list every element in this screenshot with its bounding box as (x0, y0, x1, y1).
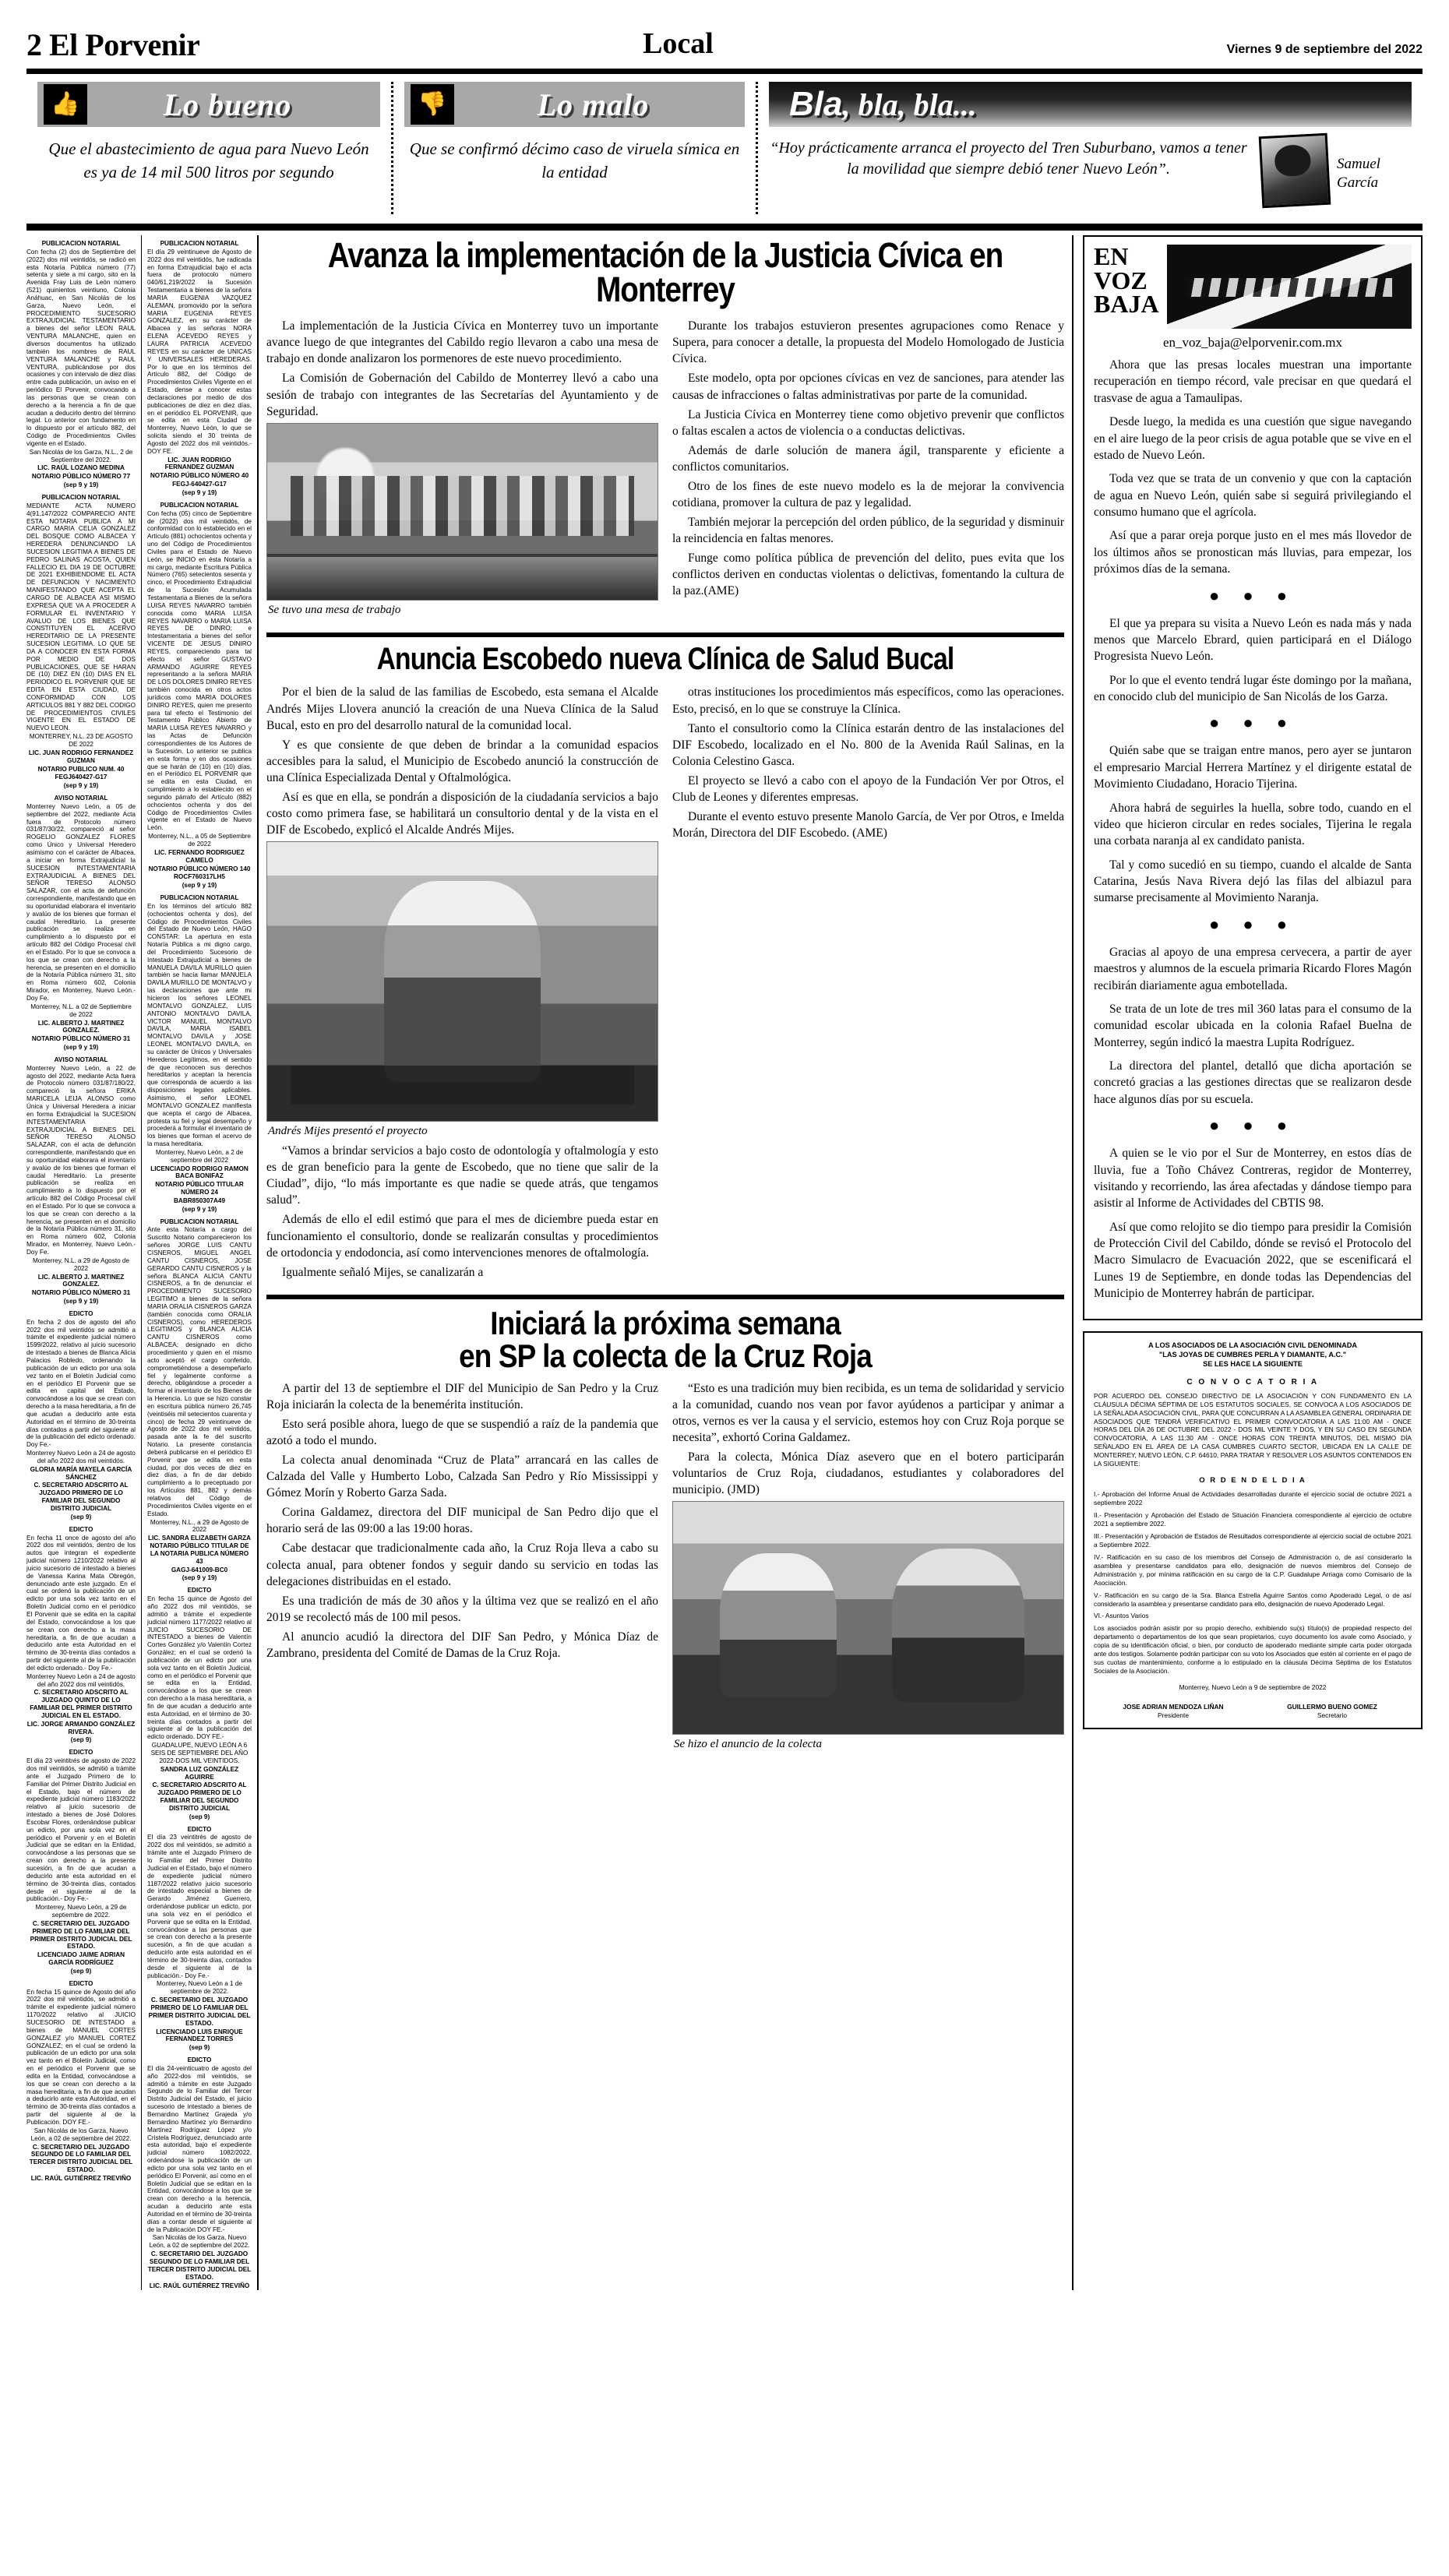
notarial-item (147, 894, 252, 1214)
article-columns (266, 1380, 1064, 1757)
lo-malo-block (391, 82, 756, 214)
notarial-body: En los términos del artículo 882 (ochocientos ochenta y dos), del Código de Procedimientos Civiles del Estado de Nuevo León, HAGO CONSTAR: La apertura en esta Notaría Pública a mi digno cargo, del Procedimiento Sucesorio de Intestado Extrajudicial a bienes de MANUELA DAVILA MURILLO quien también se hacía llamar MANUELA DAVILA MURILLO DE MONTALVO y las declaraciones que ante mi hicieron los señores LEONEL MONTALVO GONZALEZ, LUIS ANTONIO MONTALVO DAVILA, VICTOR MANUEL MONTALVO DAVILA, MARIA ISABEL MONTALVO DAVILA y JOSE LEONEL MONTALVO DAVILA, en su carácter de Únicos y Universales Herederos Legítimos, en el sentido de que reconocen sus derechos hereditarios y aceptan la herencia que corresponda de acuerdo a las disposiciones legales aplicables. Asimismo, el señor LEONEL MONTALVO GONZALEZ manifiesta que acepta el cargo de Albacea, protesta su fiel y legal desempeño y procederá a formular el inventario de los bienes que forman el acervo de la masa hereditaria. (147, 902, 252, 1148)
notarial-line: NOTARIO PÚBLICO NÚMERO 77 (31, 473, 131, 481)
notarial-item (26, 1526, 136, 1745)
notarial-line: C. SECRETARIO ADSCRITO AL JUZGADO PRIMERO DE LO FAMILIAR DEL SEGUNDO DISTRITO JUDICIAL (152, 1781, 247, 1812)
bla-bla-header (769, 82, 1412, 127)
section-separator-dots: ● ● ● (1208, 585, 1297, 605)
notarial-line: NOTARIO PUBLICO NUM. 40 (37, 765, 125, 773)
column-paragraph: Así que como relojito se dio tiempo para presidir la Comisión de Protección Civil del Cabildo, dónde se revisó el Protocolo del Macro Simulacro de Evacuación 2022, que se escenificará el Lunes 19 de Septiembre, en donde todas las Dependencias del Municipio de Monterrey habrán de participar. (1094, 1220, 1412, 1301)
notarial-line: C. SECRETARIO DEL JUZGADO PRIMERO DE LO FAMILIAR DEL PRIMER DISTRITO JUDICIAL DEL ESTADO. (30, 1919, 132, 1951)
en-voz-baja-header (1094, 242, 1412, 329)
notarial-column-2 (142, 235, 259, 2290)
notarial-heading: EDICTO (187, 1825, 212, 1833)
notarial-line: (sep 9) (70, 1967, 92, 1975)
notarial-line: (sep 9) (70, 1736, 92, 1744)
notarial-line: Monterrey, N.L., a 29 de Agosto de 2022 (150, 1518, 249, 1534)
lo-bueno-title: Lo bueno (163, 86, 292, 122)
notarial-line: LIC. JUAN RODRIGO FERNANDEZ GUZMAN (164, 456, 234, 471)
bla-bold: Bla (789, 85, 843, 123)
notarial-body: El día 29 veintinueve de Agosto de 2022 dos mil veintidós, fue radicada en forma Extrajudicial bajo el acta fuera de protocolo número 040/61,219/2022 la Sucesión Testamentaria a bienes de la señora MARIA EUGENIA VAZQUEZ ALEMAN, promovido por la señora MARIA EUGENIA REYES GONZALEZ, en su carácter de Albacea y las señoras NORA ELENA ACEVEDO REYES y LAURA PATRICIA ACEVEDO REYES en su carácter de UNICAS Y UNIVERSALES HEREDERAS. Por lo que en los términos del Artículo 882, del Código de Procedimientos Civiles Vigente en el Estado, dense a conocer estas declaraciones por medio de dos publicaciones de diez en diez días, en el periódico EL PORVENIR, que se edita en esta Ciudad de Monterrey, Nuevo León, lo que se solicita siendo el 30 treinta de Agosto del 2022 dos mil veintidós.- DOY FE. (147, 248, 252, 455)
notarial-body: El día 23 veintitrés de agosto de 2022 dos mil veintidós, se admitió a trámite ante el Juzgado Primero de lo Familiar del Primer Distrito Judicial en el Estado, bajo el número de expediente judicial número 1187/2022 relativo juicio sucesorio de intestado especial a bienes de Gerardo Jiménez Guerrero, ordenándose publicar un edicto, por una sola vez en el periódico el Porvenir que se edita en la Entidad, convocándose a las personas que se crean con derecho a la presente sucesión, a fin de que acudan a deducirlo ante esta autoridad en el término de 30-treinta días, contados desde el siguiente al de la publicación.- Doy Fe.- (147, 1834, 252, 1979)
notarial-line: NOTARIO PÚBLICO TITULAR NÚMERO 24 (155, 1181, 244, 1196)
notarial-heading: PUBLICACION NOTARIAL (160, 240, 239, 247)
article-paragraph: Durante el evento estuvo presente Manolo García, de Ver por Otros, e Imelda Morán, Directora del DIF Escobedo. (AME) (672, 810, 1064, 840)
notarial-line: ROCF760317LH5 (174, 873, 225, 881)
article-paragraph: La colecta anual denominada “Cruz de Plata” arrancará en las calles de Calzada del Valle y Humberto Lobo, Calzada San Pedro y Río Mississippi y Gómez Morín y Roberto Garza Sada. (266, 1454, 658, 1500)
notarial-line: NOTARIO PÚBLICO NÚMERO 31 (31, 1035, 131, 1043)
article-columns (266, 684, 1064, 1283)
notarial-line: LIC. JUAN RODRIGO FERNANDEZ GUZMAN (28, 749, 134, 764)
notarial-line: NOTARIO PÚBLICO NÚMERO 140 (148, 865, 251, 872)
article-paragraph: Cabe destacar que tradicionalmente cada año, la Cruz Roja lleva a cabo su colecta anual, para obtener fondos y seguir dando su servicio en todas las delegaciones distribuidas en el estado. (266, 1542, 658, 1588)
article-escobedo (266, 643, 1064, 1284)
signature-name: GUILLERMO BUENO GOMEZ (1287, 1702, 1377, 1711)
section-separator-dots: ● ● ● (1208, 1115, 1297, 1136)
column-paragraph: A quien se le vio por el Sur de Monterrey, en estos días de lluvia, fue a Toño Chávez Contreras, regidor de Monterrey, visitando y recorriendo, las área afectadas y dándose tiempo para asistir al Informe de Actividades del CBTIS 98. (1094, 1147, 1412, 1210)
notarial-line: LIC. SANDRA ELIZABETH GARZA NOTARIO PÚBLICO TITULAR DE LA NOTARIA PUBLICA NÚMERO 43 (147, 1535, 252, 1565)
notarial-body: Con fecha (2) dos de Septiembre del (2022) dos mil veintidós, se radicó en esta Notaría Pública número (77) setenta y siete a mi cargo, sito en la Avenida Fray Luis de León número (521) quinientos veintiuno, Colonia Anáhuac, en San Nicolás de los Garza, Nuevo León, el PROCEDIMIENTO SUCESORIO EXTRAJUDICIAL TESTAMENTARIO a bienes del señor LEON RAUL VENTURA MALANCHE, quien en diversos documentos ha utilizado también los nombres de RAUL VENTURA MALANCHE y RAUL VENTURA, publicándose por dos ocasiones y con intervalo de diez días entre cada publicación, un aviso en el periódico El Porvenir, convocando a las personas que se crean con derecho a la herencia a fin de que acudan a deducirlo dentro del término legal. Lo anterior con fundamento en lo dispuesto por el artículo 882, del Código de Procedimientos Civiles vigente en el Estado. (26, 248, 136, 447)
en-voz-baja-column (1072, 235, 1423, 2290)
notarial-line: GLORIA MARÍA MAYELA GARCÍA SÁNCHEZ (30, 1465, 132, 1481)
lo-bueno-block (26, 82, 391, 214)
notarial-line: LIC. RAÚL LOZANO MEDINA (37, 464, 125, 472)
notarial-item (26, 795, 136, 1052)
notarial-heading: PUBLICACION NOTARIAL (160, 894, 239, 902)
notarial-line: LICENCIADO LUIS ENRIQUE FERNANDEZ TORRES (156, 2028, 243, 2043)
article-paragraph: Así es que en ella, se pondrán a disposición de la ciudadanía servicios a bajo costo como primera fase, se habilitará un consultorio dental y de la vista en el DIF de Escobedo, explicó el Alcalde Andrés Mijes. (266, 790, 658, 837)
notarial-heading: PUBLICACION NOTARIAL (160, 1218, 239, 1225)
photo-caption: Se hizo el anuncio de la colecta (674, 1738, 822, 1751)
article-paragraph: La implementación de la Justicia Cívica en Monterrey tuvo un importante avance luego de que integrantes del Cabildo regio llevaron a cabo una mesa de trabajo en donde analizaron los pormenores de este nuevo procedimiento. (266, 319, 658, 366)
article-photo (672, 1501, 1064, 1735)
column-paragraph: Se trata de un lote de tres mil 360 latas para el consumo de la comunidad escolar ubicada en la colonia Rafael Buelna de Monterrey, según indicó la maestra Lupita Rodríguez. (1094, 1002, 1412, 1049)
notarial-line: (sep 9 y 19) (63, 481, 99, 489)
headline-line-2: en SP la colecta de la Cruz Roja (459, 1337, 872, 1374)
article-columns (266, 318, 1064, 621)
ad-orden-item: IV.- Ratificación en su caso de los miembros del Consejo de Administración o, de así considerarlo la asamblea y presentarse candidatos para ello, designación de nuevos miembros del Consejo de Administración y, por mínima ratificación en su cargo de la C.P. Guadalupe Arriaga como Comisario de la Asociación. (1094, 1552, 1412, 1587)
notarial-line: LIC. ALBERTO J. MARTINEZ GONZALEZ. (37, 1019, 125, 1034)
notarial-heading: EDICTO (187, 1587, 212, 1595)
notarial-line: (sep 9) (189, 1813, 210, 1820)
bla-bla-block (756, 82, 1423, 214)
notarial-heading: AVISO NOTARIAL (54, 1055, 108, 1063)
section-separator-dots: ● ● ● (1208, 713, 1297, 733)
notarial-line: C. SECRETARIO DEL JUZGADO SEGUNDO DE LO FAMILIAR DEL TERCER DISTRITO JUDICIAL DEL ESTADO. (147, 2250, 252, 2281)
notarial-line: SANDRA LUZ GONZÁLEZ AGUIRRE (160, 1765, 239, 1781)
notarial-body: En fecha 15 quince de Agosto del año 2022 dos mil veintidós, se admitió a trámite el expediente judicial número 1177/2022 relativo al JUICIO SUCESORIO DE INTESTADO a bienes de Valentín Cortes González y/o Valentín Cortez González; en el cual se ordenó la publicación de un edicto por una sola vez tanto en el Boletín Judicial, como en el periódico el Porvenir que se edita en la Entidad, convocándose a los que se crean con derecho a la masa hereditaria, a fin de que acudan a deducirlo ante esta Autoridad, en el término de 30-treinta días contados a partir del siguiente al de la publicación del edicto ordenado. DOY FE.- (147, 1595, 252, 1741)
thumbs-down-icon: 👎 (411, 84, 454, 125)
notarial-body: Con fecha (05) cinco de Septiembre de (2022) dos mil veintidós, de conformidad con lo establecido en el Artículo (881) ochocientos ochenta y uno del Código de Procedimientos Civiles para el Estado de Nuevo León, se INICIO en ésta Notaría a mi cargo, mediante Escritura Pública Número (765) setecientos sesenta y cinco, el Procedimiento Extrajudicial de la Sucesión Acumulada Testamentaria a Bienes de la señora LUISA REYES NAVARRO también conocida como MARIA LUISA REYES NAVARRO o MARIA LUISA REYES DE DINRO; e Intestamentaria a bienes del señor VICENTE DE JESUS DINIRO REYES, compareciendo para tal efecto el señor GUSTAVO ARMANDO AGUIRRE REYES representando a la señora MARIA DE LOS DOLORES DINIRO REYES también conocida en otros actos jurídicos como MARIA DOLORES DINIRO REYES, quien me presento para tal efecto el Testimonio del Testamento Público Abierto de MARIA LUISA REYES NAVARRO y las Actas de Defunción correspondientes de los Autores de la Sucesión. Lo anterior se publica en esta forma y en dos ocasiones que se harán de (10) en (10) días, en el Periódico EL PORVENIR que se edita en esta Ciudad, en cumplimiento a lo establecido en el segundo párrafo del Artículo (882) ochocientos ochenta y dos del Código de Procedimientos Civiles vigente en el Estado de Nuevo León. (147, 509, 252, 832)
article-paragraph: Durante los trabajos estuvieron presentes agrupaciones como Renace y Supera, para conocer a detalle, la propuesta del Modelo Homologado de Justicia Cívica. (672, 319, 1064, 366)
headline-line-1: Iniciará la próxima semana (490, 1304, 841, 1341)
notarial-item (147, 1826, 252, 2052)
lo-malo-title: Lo malo (537, 86, 650, 122)
notarial-line: MONTERREY, N.L. 23 DE AGOSTO DE 2022 (29, 733, 133, 748)
article-divider (266, 633, 1064, 637)
notarial-line: LIC. RAÚL GUTIÉRREZ TREVIÑO (30, 2174, 132, 2182)
avatar (1259, 133, 1331, 208)
notarial-line: San Nicolás de los Garza, N.L., 2 de Septiembre del 2022. (29, 448, 133, 463)
notarial-body: En fecha 15 quince de Agosto del año 2022 dos mil veintidós, se admitió a trámite el expediente judicial número 1170/2022 relativo al JUICIO SUCESORIO DE INTESTADO a bienes de MANUEL CORTES GONZALEZ y/o MANUEL CORTEZ GONZALEZ; en el cual se ordenó la publicación de un edicto por una sola vez tanto en el Boletín Judicial, como en el periódico el Porvenir que se edita en la Entidad, convocándose a los que se crean con derecho a la masa hereditaria, a fin de que acudan a deducirlo ante esta Autoridad, en el término de 30-treinta días contados a partir del siguiente al de la Publicación. DOY FE.- (26, 1988, 136, 2126)
article-paragraph: Esto será posible ahora, luego de que se suspendió a raíz de la pandemia que azotó a todo el mundo. (266, 1417, 658, 1448)
article-photo (266, 423, 658, 601)
notarial-line: GAGJ-641009-BC0 (171, 1566, 228, 1573)
bla-rest: , bla, bla... (842, 87, 977, 122)
notarial-heading: EDICTO (69, 1749, 93, 1757)
photo-caption: Andrés Mijes presentó el proyecto (268, 1125, 428, 1138)
masthead (22, 0, 1427, 64)
column-paragraph: Desde luego, la medida es una cuestión que sigue navegando en el aire luego de la peor crisis de agua potable que se vive en el estado de Nuevo León. (1094, 415, 1412, 462)
article-paragraph: A partir del 13 de septiembre el DIF del Municipio de San Pedro y la Cruz Roja iniciarán la colecta de la benemérita institución. (266, 1381, 658, 1411)
ad-signature-left (1094, 1703, 1253, 1720)
article-paragraph: Corina Galdamez, directora del DIF municipal de San Pedro dijo que el horario será de las 09:00 a las 19:00 horas. (266, 1506, 658, 1536)
ad-body: POR ACUERDO DEL CONSEJO DIRECTIVO DE LA ASOCIACIÓN Y CON FUNDAMENTO EN LA CLÁUSULA DÉCIMA SÉPTIMA DE LOS ESTATUTOS SOCIALES, SE CONVOCA A LOS ASOCIADOS DE LA SEÑALADA ASOCIACIÓN CIVIL, PARA QUE CONCURRAN A LA ASAMBLEA GENERAL ORDINARIA DE ASOCIADOS QUE TENDRÁ VERIFICATIVO EL PRIMER CONVOCATORIA A LAS 11:00 AM - ONCE HORAS DEL DÍA 26 DE OCTUBRE DEL 2022 - DOS MIL VEINTE Y DOS, Y EN SU CASO EN SEGUNDA CONVOCATORIA, A LAS 11:30 AM - ONCE HORAS CON TREINTA MINUTOS, DEL MISMO DÍA SEÑALADO EN EL ÁREA DE LA CASA CUMBRES CUARTO SECTOR, UBICADA EN LA CALLE DE MONTERREY, NUEVO LEÓN, C.P. 64610, PARA TRATAR Y RESOLVER LOS ASUNTOS CONTENIDOS EN LA SIGUIENTE: (1094, 1391, 1412, 1468)
notarial-body: El día 23 veintitrés de agosto de 2022 dos mil veintidós, se admitió a trámite ante el Juzgado Primero de lo Familiar del Primer Distrito Judicial en el Estado, bajo el número de expediente judicial número 1183/2022 relativo al juicio sucesorio de intestado a bienes de José Dolores Escobar Flores, ordenándose publicar un edicto, por una sola vez en el periódico el Porvenir y en el Boletín Judicial que se editan en la Entidad, convocándose a las personas que se crean con derecho a la presente sucesión, a fin de que acudan a deducirlo ante esta autoridad en el término de 30-treinta días, contados desde el siguiente al de la publicación.- Doy Fe.- (26, 1757, 136, 1903)
article-paragraph: Además de darle solución de manera ágil, transparente y eficiente a conflictos comunitarios. (672, 443, 1064, 474)
ad-orden-item: III.- Presentación y Aprobación de Estados de Resultados correspondiente al ejercicio social de octubre 2021 a Septiembre 2022. (1094, 1532, 1412, 1549)
section-separator-dots: ● ● ● (1208, 914, 1297, 934)
notarial-line: Monterrey, N.L. a 02 de Septiembre de 2022 (30, 1003, 132, 1018)
notarial-line: C. SECRETARIO DEL JUZGADO PRIMERO DE LO FAMILIAR DEL PRIMER DISTRITO JUDICIAL DEL ESTADO. (148, 1996, 251, 2027)
article-headline: Anuncia Escobedo nueva Clínica de Salud Bucal (376, 641, 954, 676)
ad-orden-title: O R D E N D E L D I A (1199, 1476, 1306, 1485)
notarial-line: Monterrey, Nuevo León, a 29 de septiembre de 2022. (35, 1904, 127, 1919)
signature-title: Secretario (1317, 1711, 1348, 1719)
article-paragraph: Igualmente señaló Mijes, se canalizarán a (282, 1265, 484, 1279)
notarial-item (26, 1980, 136, 2183)
convocatoria-ad-box (1083, 1331, 1423, 1729)
notarial-line: NOTARIO PÚBLICO NÚMERO 40 (150, 472, 249, 480)
ad-convocatoria-title: C O N V O C A T O R I A (1186, 1377, 1319, 1387)
notarial-body: Monterrey Nuevo León, a 22 de agosto del 2022, mediante Acta fuera de Protocolo número 031/87/180/22, compareció la señora ERIKA MARICELA LEIJA ALONSO como Única y Universal Heredera a iniciar en forma Extrajudicial la SUCESION INTESTAMENTARIA EXTRAJUDICIAL A BIENES DEL SEÑOR TERESO ALONSO SALAZAR, con el acta de defunción correspondiente, manifestando que en su oportunidad elaborara el inventario y avalúo de los bienes que forman el caudal Hereditario. La presente publicación se realiza en cumplimiento a lo dispuesto por el artículo 882 del Código Procesal civil en el Estado. Por lo que se convoca a los que se crean con derecho a la herencia, se presenten en el domicilio de la Notaría Pública número 31, sito en Roma número 602, Colonia Mirador, en Monterrey, Nuevo León.- Doy Fe. (26, 1064, 136, 1256)
article-paragraph: Para la colecta, Mónica Díaz asevero que en el botero participarán voluntarios de Cruz Roja, ciudadanos, estudiantes y colaboradores del municipio. (JMD) (672, 1450, 1064, 1497)
column-paragraph: Toda vez que se trata de un convenio y que con la captación de agua en Nuevo León, quién sabe si seguirá privilegiando el consumo humano que el agrícola. (1094, 472, 1412, 519)
article-paragraph: Funge como política pública de prevención del delito, pues evita que los conflictos deriven en conductas violentas o delictivas, fomentando la cultura de la paz.(AME) (672, 551, 1064, 598)
notarial-line: Monterrey, N.L., a 05 de Septiembre de 2022 (148, 833, 251, 848)
article-paragraph: “Esto es una tradición muy bien recibida, es un tema de solidaridad y servicio a la comunidad, cuando nos vean por favor ayúdenos a participar y animar a otros, vernos es ver la causa y el servicio, estemos hoy con Cruz Roja porque se necesita”, exhortó Corina Galdamez. (672, 1381, 1064, 1445)
notarial-line: (sep 9) (189, 2044, 210, 2052)
bla-bla-body (769, 127, 1412, 206)
ad-orden-item: I.- Aprobación del Informe Anual de Actividades desarrolladas durante el ejercicio social de octubre 2021 a septiembre 2022 (1094, 1490, 1412, 1507)
notarial-line: (sep 9) (70, 1513, 92, 1521)
article-headline: Avanza la implementación de la Justicia Cívica en Monterrey (327, 235, 1003, 310)
notarial-body: MEDIANTE ACTA NUMERO 4(91,147/2022 COMPARECIO ANTE ESTA NOTARIA PUBLICA A MI CARGO MARIA CELIA GONZALEZ DEL BOSQUE COMO ALBACEA Y HEREDERA DENUNCIANDO LA SUCESION LEGITIMA A BIENES DE PEDRO SALINAS ACOSTA, QUIEN FALLECIO EL DIA 19 DE OCTUBRE DE 2021 EXHIBIENDOME EL ACTA DE DEFUNCION Y NACIMIENTO MANIFESTANDO QUE ACEPTA EL CARGO DE ALBACEA ASI MISMO EXPRESA QUE VA A PROCEDER A FORMULAR EL INVENTARIO Y AVALUO DE LOS BIENES QUE CONSTITUYEN EL ACERVO HEREDITARIO DE LA PRESENTE SUCESION LEGITIMA. LO QUE SE DA A CONOCER EN ESTA FORMA POR MEDIO DE DOS PUBLICACIONES, QUE SE HARAN DE (10) DIEZ EN (10) DIAS EN EL PERIODICO EL PORVENIR QUE SE EDITA EN ESTA CIUDAD, DE CONFORMIDAD CON LOS ARTICULOS 881 Y 882 DEL CODIGO DE PROCEDIMIENTOS CIVILES VIGENTE EN EL ESTADO DE NUEVO LEON. (26, 502, 136, 732)
notarial-line: Monterrey Nuevo León a 24 de agosto del año 2022 dos mil veintidós. (26, 1450, 136, 1464)
article-paragraph: Este modelo, opta por opciones cívicas en vez de sanciones, para atender las causas de infracciones o faltas administrativas por parte de la comunidad. (672, 372, 1064, 402)
article-paragraph: “Vamos a brindar servicios a bajo costo de odontología y oftalmología y esto es de gran beneficio para la gente de Escobedo, que no tiene que salir de la Ciudad”, dijo, “lo más importante es que nadie se quede atrás, que tengamos salud”. (266, 1144, 658, 1207)
article-column-2 (672, 1380, 1064, 1757)
ad-signatures (1094, 1703, 1412, 1720)
notarial-line: San Nicolás de los Garza, Nuevo León, a 02 de septiembre del 2022. (30, 2127, 132, 2142)
notarial-heading: EDICTO (69, 1309, 93, 1317)
column-paragraph: Tal y como sucedió en su tiempo, cuando el alcalde de Santa Catarina, Jesús Nava Rivera dejó las filas del albiazul para sumarse precisamente al Movimiento Naranja. (1094, 858, 1412, 905)
article-paragraph: La Comisión de Gobernación del Cabildo de Monterrey llevó a cabo una sesión de trabajo con integrantes de las Secretarías del Ayuntamiento y de Seguridad. (266, 372, 658, 418)
notarial-line: NOTARIO PÚBLICO NÚMERO 31 (31, 1289, 131, 1297)
notarial-line: (sep 9 y 19) (182, 882, 217, 890)
signature-name: JOSE ADRIAN MENDOZA LIÑAN (1123, 1702, 1224, 1711)
notarial-line: BABR850307A49 (174, 1196, 225, 1204)
notarial-line: Monterrey, N.L. a 29 de Agosto de 2022 (32, 1256, 130, 1272)
ad-heading-line-1: A LOS ASOCIADOS DE LA ASOCIACIÓN CIVIL DENOMINADA (1148, 1341, 1357, 1349)
column-paragraph: El que ya prepara su visita a Nuevo León es nada más y nada menos que Marcelo Ebrard, quien participará en el Diálogo Progresista Nuevo León. (1094, 616, 1412, 664)
notarial-item (26, 1749, 136, 1975)
notarial-line: Monterrey Nuevo León a 24 de agosto del año 2022 dos mil veintidós. (26, 1672, 136, 1688)
notarial-body: El día 24-veinticuatro de agosto del año 2022-dos mil veintidós, se admitió a trámite en este Juzgado Segundo de lo Familiar del Tercer Distrito Judicial del Estado, el juicio sucesorio de intestado a bienes de Bernardino Martínez Grajeda y/o Bernardino Martínez y/o Bernardino Martínez Rodríguez López y/o Cristela Rodríguez, denunciado ante esta autoridad, bajo el expediente judicial número 1082/2022, ordenándose la publicación de un edicto por una sola vez tanto en el periódico El Porvenir, así como en el Boletín Judicial que se editan en la Entidad, convocándose a los que se crean con derecho a la herencia, acudan a deducirlo ante esta Autoridad en el término de 30-treinta días a contar desde el siguiente al de la Publicación DOY FE.- (147, 2064, 252, 2233)
en-voz-baja-title (1094, 242, 1159, 329)
en-voz-baja-box (1083, 235, 1423, 1320)
notarial-body: Monterrey Nuevo León, a 05 de septiembre del 2022, mediante Acta fuera de Protocolo número 031/87/30/22, compareció al señor ROGELIO GONZALEZ FLORES como Único y Universal Heredero asimismo con el carácter de Albacea, a iniciar en forma Extrajudicial la SUCESION INTESTAMENTARIA EXTRAJUDICIAL A BIENES DEL SEÑOR TERESO ALONSO SALAZAR, con el acta de defunción correspondiente, manifestando que en su oportunidad elaborara el inventario y avalúo de los bienes que forman el caudal Hereditario. La presente publicación se realiza en cumplimiento a lo dispuesto por el artículo 882 del Código Procesal civil en el Estado. Por lo que se convoca a los que se crean con derecho a la herencia, se presenten en el domicilio de la Notaría Pública número 31, sito en Roma número 602, Colonia Mirador, en Monterrey, Nuevo León.- Doy Fe. (26, 802, 136, 1002)
article-paragraph: Otro de los fines de este nuevo modelo es la de mejorar la convivencia cotidiana, promover la cultura de paz y legalidad. (672, 479, 1064, 509)
notarial-heading: PUBLICACION NOTARIAL (41, 494, 121, 501)
column-paragraph: Quién sabe que se traigan entre manos, pero ayer se juntaron el empresario Marcial Herrera Martínez y el dirigente estatal de Movimiento Ciudadano, Horacio Tijerina. (1094, 744, 1412, 791)
notarial-item (26, 494, 136, 790)
notarial-item (147, 1587, 252, 1820)
column-illustration (1167, 245, 1412, 329)
article-column-2 (672, 318, 1064, 621)
notarial-line: (sep 9 y 19) (182, 1205, 217, 1213)
thumbs-up-icon: 👍 (44, 84, 87, 125)
ad-orden-item: II.- Presentación y Aprobación del Estado de Situación Financiera correspondiente al ejercicio de octubre 2021 a septiembre 2022. (1094, 1511, 1412, 1528)
article-paragraph: También mejorar la percepción del orden público, de la seguridad y disminuir la reincidencia en faltas menores. (672, 516, 1064, 546)
notarial-line: GUADALUPE, NUEVO LEÓN A 6 SEIS DE SEPTIEMBRE DEL AÑO 2022-DOS MIL VEINTIDOS. (150, 1742, 249, 1764)
section-title: Local (643, 27, 714, 60)
page-title: 2 El Porvenir (26, 27, 200, 62)
notarial-line: (sep 9 y 19) (63, 1298, 99, 1306)
notarial-column-1 (26, 235, 142, 2290)
article-headline (314, 1304, 1016, 1374)
article-justicia-civica (266, 235, 1064, 622)
notarial-item (147, 2056, 252, 2289)
column-paragraph: Gracias al apoyo de una empresa cervecera, a partir de ayer maestros y alumnos de la escuela primaria Ricardo Flores Magón recibirán diariamente agua embotellada. (1094, 945, 1412, 992)
article-cruz-roja (266, 1304, 1064, 1757)
notarial-heading: EDICTO (69, 1979, 93, 1987)
notarial-line: LICENCIADO RODRIGO RAMON BACA BONIFAZ (150, 1165, 249, 1180)
main-article-column (259, 235, 1072, 2290)
bla-bla-title (789, 85, 977, 124)
notarial-item (147, 502, 252, 890)
article-photo (266, 841, 658, 1122)
opinion-banner (26, 82, 1423, 214)
article-paragraph: Además de ello el edil estimó que para el mes de diciembre pueda estar en funcionamiento el consultorio, donde se realizarán consultas y procedimientos de ortodoncia y endodoncia, así como intervenciones menores de oftalmología. (266, 1213, 658, 1260)
notarial-heading: PUBLICACION NOTARIAL (41, 240, 121, 247)
ad-city-date: Monterrey, Nuevo León a 9 de septiembre de 2022 (1179, 1683, 1327, 1691)
notarial-heading: AVISO NOTARIAL (54, 795, 108, 802)
ad-signature-right (1253, 1703, 1412, 1720)
lo-bueno-header (37, 82, 380, 127)
publication-date: Viernes 9 de septiembre del 2022 (1226, 43, 1423, 56)
article-column-1 (266, 318, 658, 621)
column-email: en_voz_baja@elporvenir.com.mx (1163, 335, 1342, 350)
notarial-item (26, 1310, 136, 1521)
column-paragraph: Por lo que el evento tendrá lugar éste domingo por la mañana, en conocido club del municipio de San Nicolás de los Garza. (1094, 673, 1412, 703)
ad-heading-line-2: "LAS JOYAS DE CUMBRES PERLA Y DIAMANTE, A.C." (1158, 1350, 1347, 1358)
article-paragraph: El proyecto se llevó a cabo con el apoyo de la Fundación Ver por Otros, el Club de Leones y diferentes empresas. (672, 774, 1064, 804)
article-column-1 (266, 1380, 658, 1757)
column-paragraph: Ahora que las presas locales muestran una importante recuperación en tiempo récord, vale precisar en que quedará el trasvase de agua a Tamaulipas. (1094, 358, 1412, 405)
main-content (26, 235, 1423, 2290)
article-column-1 (266, 684, 658, 1283)
notarial-body: En fecha 11 once de agosto del año 2022 dos mil veintidós, dentro de los autos que integran el expediente judicial número 1210/2022 relativo al juicio sucesorio de intestado a bienes de Vanessa Karina Mata Obregón, denunciado ante este juzgado. En el cual se ordenó la publicación de un edicto por una sola vez tanto en el Boletín Judicial como en el periódico El Porvenir que se edita en la capital del Estado, convocándose a los que se crean con derecho a la masa hereditaria, a fin de que acudan a deducirlo ante esta Autoridad en el término de 30-treinta días contados a partir del siguiente al de la publicación del edicto ordenado.- Doy Fe.- (26, 1534, 136, 1672)
article-column-2 (672, 684, 1064, 1283)
notarial-line: LIC. FERNANDO RODRIGUEZ CAMELO (154, 848, 245, 864)
notarial-line: LICENCIADO JAIME ADRIAN GARCÍA RODRÍGUEZ (37, 1951, 125, 1967)
bla-quote: “Hoy prácticamente arranca el proyecto del Tren Suburbano, vamos a tener la movilidad que siempre debió tener Nuevo León”. (770, 139, 1247, 178)
article-paragraph: Es una tradición de más de 30 años y la última vez que se realizó en el año 2019 se recolectó más de 100 mil pesos. (266, 1594, 658, 1624)
notarial-line: C. SECRETARIO DEL JUZGADO SEGUNDO DE LO FAMILIAR DEL TERCER DISTRITO JUDICIAL DEL ESTADO. (29, 2143, 133, 2174)
voz-title-line-3: BAJA (1094, 290, 1159, 319)
notarial-line: LIC. RAÚL GUTIÉRREZ TREVIÑO (149, 2282, 250, 2289)
notarial-line: (sep 9 y 19) (182, 489, 217, 496)
lo-malo-text: Que se confirmó décimo caso de viruela símica en la entidad (409, 139, 740, 181)
masthead-rule (26, 69, 1423, 74)
voz-title-line-1: EN (1094, 242, 1129, 270)
signature-title: Presidente (1157, 1711, 1190, 1719)
lo-bueno-text: Que el abastecimiento de agua para Nuevo León es ya de 14 mil 500 litros por segundo (48, 139, 369, 181)
article-paragraph: La Justicia Cívica en Monterrey tiene como objetivo prevenir que conflictos o faltas escalen a actos de violencia o a conductas delictivas. (672, 407, 1064, 438)
notarial-line: (sep 9 y 19) (63, 1044, 99, 1052)
notarial-line: Monterrey, Nuevo León a 1 de septiembre de 2022. (157, 1980, 242, 1996)
notarial-line: LIC. JORGE ARMANDO GONZÁLEZ RIVERA. (26, 1720, 136, 1736)
article-paragraph: Por el bien de la salud de las familias de Escobedo, esta semana el Alcalde Andrés Mijes Llovera anunció la creación de una Nueva Clínica de la Salud Bucal, esto en pro del desarrollo natural de la comunidad local. (266, 685, 658, 732)
notarial-line: Monterrey, Nuevo León, a 2 de septiembre del 2022 (155, 1148, 244, 1164)
article-paragraph: Al anuncio acudió la directora del DIF San Pedro, y Mónica Díaz de Zambrano, presidenta del Comité de Damas de la Cruz Roja. (266, 1630, 658, 1660)
notarial-heading: PUBLICACION NOTARIAL (160, 501, 239, 509)
lo-malo-header (404, 82, 745, 127)
column-paragraph: Así que a parar oreja porque justo en el mes más llovedor de los últimos años se pronostican más lluvias, para empezar, los próximos días de la semana. (1094, 529, 1412, 576)
column-paragraph: Ahora habrá de seguirles la huella, sobre todo, cuando en el video que hicieron circular en redes sociales, Tijerina le regala una corbata naranja al ex candidato panista. (1094, 801, 1412, 848)
notarial-item (147, 240, 252, 497)
article-paragraph: Tanto el consultorio como la Clínica estarán dentro de las instalaciones del DIF Escobedo, localizado en el No. 800 de la Avenida Raúl Salinas, en la Colonia Celestino Gasca. (672, 721, 1064, 768)
ad-orden-item: V.- Ratificación en su cargo de la Sra. Blanca Estrella Aguirre Santos como Apoderado Legal, o de así considerarlo la asamblea y presentarse candidato para ello, designación de nuevo Apoderado Legal. (1094, 1591, 1412, 1608)
notarial-line: FEGJ640427-G17 (55, 774, 108, 781)
notarial-line: San Nicolás de los Garza, Nuevo León, a 02 de septiembre del 2022. (149, 2234, 250, 2250)
notarial-item (26, 240, 136, 489)
notarial-line: (sep 9 y 19) (182, 1574, 217, 1582)
notarial-item (26, 1056, 136, 1306)
voz-title-line-2: VOZ (1094, 266, 1148, 294)
article-paragraph: otras instituciones los procedimientos más específicos, como las operaciones. Esto, precisó, en lo que se construye la Clínica. (672, 685, 1064, 716)
ad-orden-item: VI.- Asuntos Varios (1094, 1612, 1149, 1620)
notarial-item (147, 1218, 252, 1583)
notarial-line: C. SECRETARIO ADSCRITO AL JUZGADO PRIMERO DE LO FAMILIAR DEL SEGUNDO DISTRITO JUDICIAL (33, 1482, 129, 1512)
notarial-line: C. SECRETARIO ADSCRITO AL JUZGADO QUINTO DE LO FAMILIAR DEL PRIMER DISTRITO JUDICIAL EN EL ESTADO. (30, 1689, 132, 1719)
notarial-line: (sep 9 y 19) (63, 782, 99, 790)
photo-caption: Se tuvo una mesa de trabajo (268, 603, 401, 616)
notarial-line: LIC. ALBERTO J. MARTINEZ GONZALEZ. (37, 1273, 125, 1288)
notarial-line: FEGJ-640427-G17 (172, 481, 227, 488)
quote-attribution: Samuel García (1337, 156, 1380, 191)
notarial-body: En fecha 2 dos de agosto del año 2022 dos mil veintidós se admitió a trámite el expediente judicial número 1599/2022, relativo al juicio sucesorio de intestado a bienes de Blanca Alicia Palacios Robledo, ordenando la publicación de un edicto por una sola vez tanto en el Boletín Judicial como en el periódico El Porvenir que se edita en capital del Estado, convocándose a los que se crean con derecho a la masa hereditaria, a fin de que acudan a deducirlo ante esta Autoridad en el término de 30-treinta días contados a partir del siguiente al de la publicación del edicto ordenado. Doy Fe.- (26, 1318, 136, 1449)
ad-closing: Los asociados podrán asistir por su propio derecho, exhibiendo su(s) título(s) de propiedad respecto del departamento o departamentos de los que sean propietarios, cuyo documento los avale como Asociado, y copia de su identificación oficial, o bien, por conducto de apoderado mediante simple carta poder otorgada ante dos testigos. Solamente podrán participar con su voto los Asociados que estén al corriente en el pago de sus cuotas de mantenimiento, conforme a lo estipulado en la cláusula Décima Séptima de los Estatutos Sociales de la Asociación. (1094, 1624, 1412, 1675)
notarial-heading: EDICTO (187, 2056, 212, 2064)
banner-bottom-rule (26, 224, 1423, 231)
article-divider (266, 1295, 1064, 1299)
article-paragraph: Y es que consiente de que deben de brindar a la comunidad espacios accesibles para la salud, el Municipio de Escobedo anunció la construcción de una Clínica Especializada Dental y Oftalmológica. (266, 738, 658, 784)
ad-heading-line-3: SE LES HACE LA SIGUIENTE (1203, 1360, 1303, 1369)
column-paragraph: La directora del plantel, detalló que dicha aportación se concretó gracias a las gestiones directas que se realizaron desde hace algunos días por su escuela. (1094, 1059, 1412, 1106)
notarial-body: Ante esta Notaría a cargo del Suscrito Notario comparecieron los señores JORGE LUIS CANTU CISNEROS, MIGUEL ANGEL CANTU CISNEROS, JOSE GERARDO CANTU CISNEROS y la señora BLANCA ALICIA CANTU CISNEROS, a fin de denunciar el PROCEDIMIENTO SUCESORIO LEGITIMO a bienes de la señora MARIA ORALIA CISNEROS GARZA (también conocida como ORALIA CISNEROS), como HEREDEROS LEGITIMOS y BLANCA ALICIA CANTU CISNEROS como ALBACEA; designado en dicho procedimiento y quien en el mismo acto aceptó el cargo conferido, comprometiéndose a desempeñarlo fiel y legalmente conforme a derecho, obligándose a proceder a formar el inventario de los Bienes de la Herencia. Lo que se hizo constar en escritura pública número 26,745 (veintiséis mil setecientos cuarenta y cinco) de fecha 29 veintinueve de Agosto de 2022 dos mil veintidós, pasada ante la fe del suscrito Notario. La presente constancia deberá publicarse en el periódico El Porvenir que se edita en esta ciudad, por dos veces de diez en diez días, a fin de dar debido cumplimiento a lo preceptuado por los Artículos 881, 882 y demás relativos del Código de Procedimientos Civiles vigente en el Estado. (147, 1226, 252, 1517)
notarial-heading: EDICTO (69, 1525, 93, 1533)
